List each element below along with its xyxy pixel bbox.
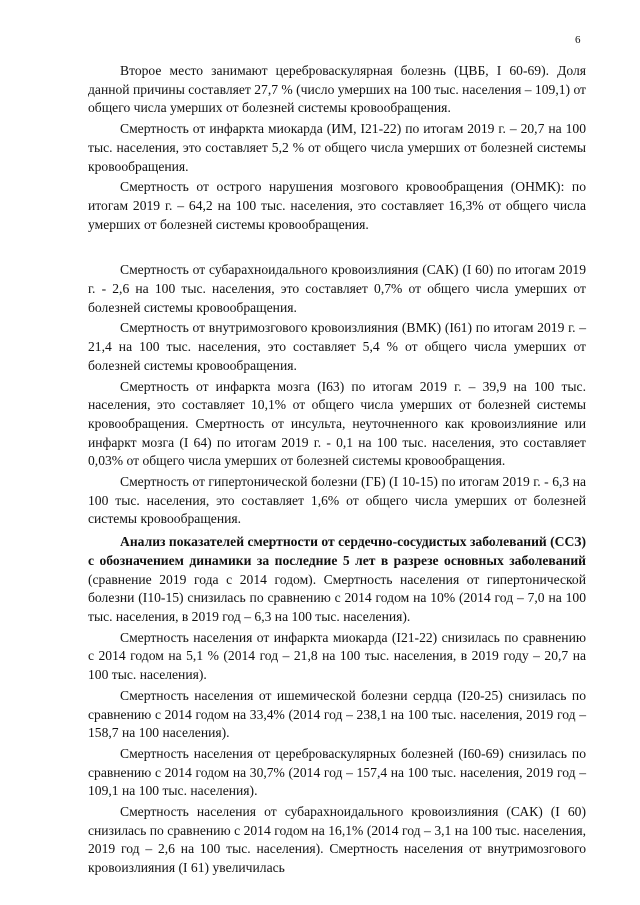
paragraph-ihd-dynamics: Смертность населения от ишемической болезни сердца (I20-25) снизилась по сравнению с 2014 годом на 33,4% (2014 год – 238,1 на 100 тыс. населения, 2019 год – 158,7 на 100 населения).: [88, 687, 586, 741]
analysis-text: (сравнение 2019 года с 2014 годом). Смертность населения от гипертонической болезни (I10-15) снизилась по сравнению с 2014 годом на 10% (2014 год – 7,0 на 100 тыс. населения, в 2019 год – 6,3 на 100 тыс. населения).: [88, 571, 586, 624]
paragraph-analysis: [88, 533, 586, 627]
paragraph-subarachnoid-hemorrhage: Смертность от субарахноидального кровоизлияния (САК) (I 60) по итогам 2019 г. - 2,6 на 100 тыс. населения, это составляет 0,7% от общего числа умерших от болезней системы кровообращения.: [88, 262, 586, 315]
document-body: [88, 62, 586, 880]
paragraph-cvd-dynamics: Смертность населения от цереброваскулярных болезней (I60-69) снизилась по сравнению с 2014 годом на 30,7% (2014 год – 157,4 на 100 тыс. населения, 2019 год – 109,1 на 100 тыс. населения).: [88, 745, 586, 799]
paragraph-sah-dynamics: Смертность населения от субарахноидального кровоизлияния (САК) (I 60) снизилась по сравнению с 2014 годом на 16,1% (2014 год – 3,1 на 100 тыс. населения, 2019 год – 2,6 на 100 тыс. населения). Смертность населения от внутримозгового кровоизлияния (I 61) увеличилась: [88, 804, 586, 876]
paragraph-intracerebral-hemorrhage: Смертность от внутримозгового кровоизлияния (ВМК) (I61) по итогам 2019 г. – 21,4 на 100 тыс. населения, это составляет 5,4 % от общего числа умерших от болезней системы кровообращения.: [88, 320, 586, 373]
paragraph-mi-dynamics: Смертность населения от инфаркта миокарда (I21-22) снизилась по сравнению с 2014 годом на 5,1 % (2014 год – 21,8 на 100 тыс. населения, в 2019 году – 20,7 на 100 тыс. населения).: [88, 629, 586, 683]
analysis-heading: Анализ показателей смертности от сердечно-сосудистых заболеваний (ССЗ) с обозначением динамики за последние 5 лет в разрезе основных заболеваний: [88, 534, 587, 568]
paragraph-acute-stroke: Смертность от острого нарушения мозгового кровообращения (ОНМК): по итогам 2019 г. – 64,2 на 100 тыс. населения, это составляет 16,3% от общего числа умерших от болезней системы кровообращения.: [88, 179, 586, 232]
paragraph-myocardial-infarction: Смертность от инфаркта миокарда (ИМ, I21-22) по итогам 2019 г. – 20,7 на 100 тыс. населения, это составляет 5,2 % от общего числа умерших от болезней системы кровообращения.: [88, 121, 586, 174]
paragraph-cvd-second-place: Второе место занимают цереброваскулярная болезнь (ЦВБ, I 60-69). Доля данной причины составляет 27,7 % (число умерших на 100 тыс. населения – 109,1) от общего числа умерших от болезней системы кровообращения.: [88, 63, 586, 116]
page-number: 6: [575, 34, 581, 46]
paragraph-cerebral-infarction: Смертность от инфаркта мозга (I63) по итогам 2019 г. – 39,9 на 100 тыс. населения, это составляет 10,1% от общего числа умерших от болезней системы кровообращения. Смертность от инсульта, неуточненного как кровоизлияние или инфаркт мозга (I 64) по итогам 2019 г. - 0,1 на 100 тыс. населения, это составляет 0,03% от общего числа умерших от болезней системы кровообращения.: [88, 378, 586, 469]
paragraph-hypertension: Смертность от гипертонической болезни (ГБ) (I 10-15) по итогам 2019 г. - 6,3 на 100 тыс. населения, это составляет 1,6% от общего числа умерших от болезней системы кровообращения.: [88, 474, 586, 527]
